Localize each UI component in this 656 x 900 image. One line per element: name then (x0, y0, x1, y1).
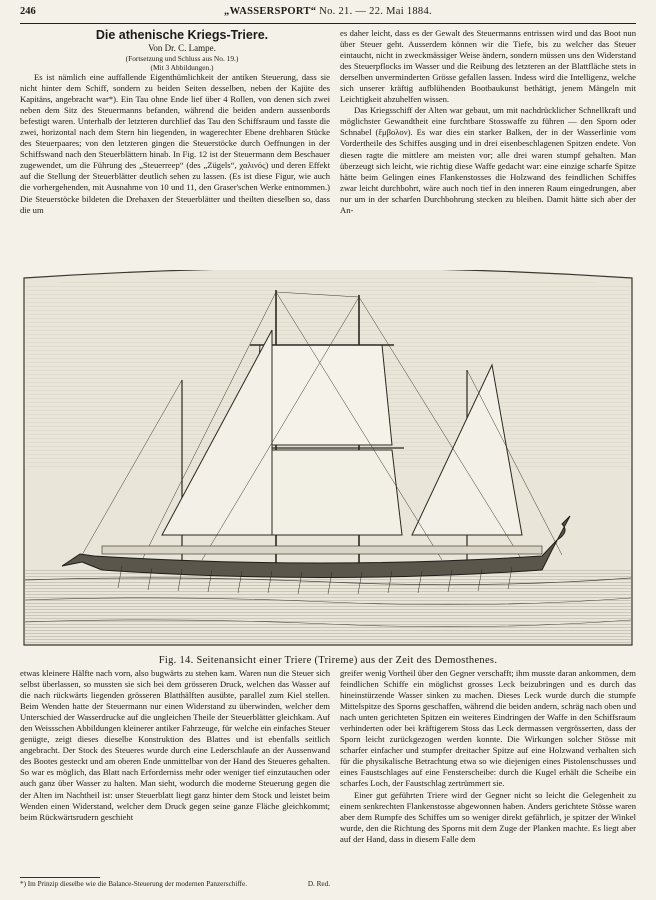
right-column-top (340, 28, 636, 216)
masthead (20, 6, 636, 17)
footnote (20, 877, 330, 889)
paragraph: Einer gut geführten Triere wird der Gegner nicht so leicht die Gelegenheit zu einem senkrechten Flankenstosse abgewonnen haben. Anders gerichtete Stösse waren aber dem Rumpfe des Schiffes um so weniger direkt gefährlich, je spitzer der Winkel wurde, den die Richtung des Sporns mit dem Zuge der Planken machte. Es liegt aber auf der Hand, dass in diesem Falle dem (340, 789, 636, 844)
article-title: Die athenische Kriegs-Triere. (95, 28, 269, 42)
trireme-illustration (22, 270, 634, 652)
footnote-rule (20, 877, 100, 878)
masthead-title: „WASSERSPORT“ (224, 6, 317, 17)
paragraph: Es ist nämlich eine auffallende Eigenthümlichkeit der antiken Steuerung, dass sie nicht hinter dem Schiff, sondern zu beiden Seiten desselben, neben der Kajüte des Kapitäns, angebracht war*). Ein Tau ohne Ende lief über 4 Rollen, von denen sich zwei neben dem Sitz des Steuermanns befanden, während die beiden andern aussenbords befestigt waren. Unterhalb der letzteren durchlief das Tau den Schiffsraum und fasste die zwei, horizontal nach dem Stern hin liegenden, in wagerechter Ebene drehbaren Stücke des Steuerpaares; von den letzteren gingen die Steuerstöcke durch Oeffnungen in der Schiffswand nach den Steuerblättern hinab. In Fig. 12 ist der Steuermann dem Beschauer zugewendet, um die Führung des „Steuerreep“ (des „Zügels“, χαλινός) und deren Effekt auf die Stellung der Steuerblätter deutlich sehen zu lassen. (Es ist diese Figur, wie auch die vorhergehenden, mit Ausnahme von 10 und 11, den Graser'schen Werke entnommen.) Die Steuerstöcke bildeten die Drehaxen der Steuerblätter und theilten dieselben so, dass die um (20, 72, 330, 215)
left-column-top (20, 28, 330, 216)
footnote-signature: D. Red. (307, 880, 330, 888)
article-author: Von Dr. C. Lampe. (148, 43, 216, 53)
left-column-bottom (20, 668, 330, 823)
footnote-text: *) Im Prinzip dieselbe wie die Balance-Steuerung der modernen Panzerschiffe. (20, 880, 247, 888)
main-sail (254, 345, 392, 445)
page-number: 246 (20, 6, 36, 17)
article-continuation: (Fortsetzung und Schluss aus No. 19.) (125, 54, 239, 63)
figure-caption: Fig. 14. Seitenansicht einer Triere (Trireme) aus der Zeit des Demosthenes. (158, 655, 498, 666)
paragraph: Das Kriegsschiff der Alten war gebaut, um mit nachdrücklicher Schnellkraft und möglichster Gewandtheit eine furchtbare Stosswaffe zu führen — den Sporn oder Schnabel (ἔμβολον). Es war dies ein starker Balken, der in der Wasserlinie vom Vordertheile des Schiffes ausging und in drei eisenbeschlagenen Spitzen endete. Von diesen ragte die mittlere am meisten vor; alle drei waren stumpf gehalten. Man überzeugt sich leicht, wie richtig diese Waffe gedacht war: eine einzige scharfe Spitze hätte beim Gelingen eines Flankenstosses die Holzwand des feindlichen Schiffes zwar leicht durchbohrt, wäre auch noch tief in den inneren Raum eingedrungen, aber nur um in der scharfen Durchbohrung stecken zu bleiben. Damit hätte sich aber der An- (340, 105, 636, 215)
issue-info: No. 21. — 22. Mai 1884. (319, 6, 432, 17)
article-illustration-note: (Mit 3 Abbildungen.) (150, 63, 214, 72)
paragraph: etwas kleinere Hälfte nach vorn, also bugwärts zu stehen kam. Waren nun die Steuer sich selbst überlassen, so mussten sie sich bei dem grösseren Druck, welchen das Wasser auf die nach rückwärts liegenden grösseren Blatthälften ausübte, parallel zum Kiel stellen. Beim Wenden hatte der Steuermann nur einen Widerstand zu überwinden, welcher dem Unterschied der Wasserdrucke auf die ungleichen Theile der Steuerblätter gleichkam. Auf den Weissschen Abbildungen kleinerer antiker Fahrzeuge, für welche ein einfaches Steuer genügte, zeigt dieses dieselbe Konstruktion des Blattes und ist ebenfalls seitlich angebracht. Der Stock des Steueres wurde durch eine Lederschlaufe an der Aussenwand des Bootes gesteckt und am oberen Ende unmittelbar von der Hand des Steueres gehalten. So war es möglich, das Blatt nach Erforderniss mehr oder weniger tief einzutauchen oder auch ganz über Wasser zu halten. Man sieht, wodurch die moderne Steuerung gegen die der Alten im Nachtheil ist: unser Steuerblatt liegt ganz hinter dem Stock und leistet beim Wenden einen Widerstand, welcher dem Druck gegen seine ganze Fläche gleichkommt; beim Rückwärtsrudern geschieht (20, 668, 330, 822)
page-header (20, 6, 636, 22)
paragraph: greifer wenig Vortheil über den Gegner verschafft; ihm musste daran ankommen, dem feindlichen Schiffe ein möglichst grosses Leck beizubringen und es durch das hineinstürzende Wasser sinken zu machen. Dieses Leck wurde durch die stumpfe Mittelspitze des Sporns geschaffen, während die beiden andern, schräg nach oben und nach unten gerichteten Spitzen ein weiteres Eindringen der Waffe in den Schiffsraum verhinderten oder bei kräftigerem Stoss das Leck dermassen vergrösserten, dass der Sporn leicht zurückgezogen werden konnte. Die Wirkungen solcher Stösse mit scharfer einfacher und stumpfer dreitacher Spitze auf eine Holzwand verhalten sich für die physikalische Betrachtung etwa so wie diejenigen eines Pistolenschusses und eines Faustschlages auf eine Fensterscheibe: durch die Kugel erhält die Scheibe ein scharfes Loch, der Faustschlag zertrümmert sie. (340, 668, 636, 789)
right-column-bottom (340, 668, 636, 845)
paragraph: es daher leicht, dass es der Gewalt des Steuermanns entrissen wird und das Boot nun über Steuer geht. Ausserdem können wir die Tiefe, bis zu welcher das Steuer eintaucht, nicht in zweckmässiger Weise ändern, sondern müssen uns den Widerstand des Steuerpflocks im Wasser und die Reibung des letzteren an der Blattfläche stets in derselben unverminderten Grösse gefallen lassen. Indess wird die Intelligenz, welche sich unserer kräftig aufblühenden Bootbaukunst bethätigt, jenem Mängeln mit Leichtigkeit abzuhelfen wissen. (340, 28, 636, 105)
header-rule (20, 23, 636, 24)
